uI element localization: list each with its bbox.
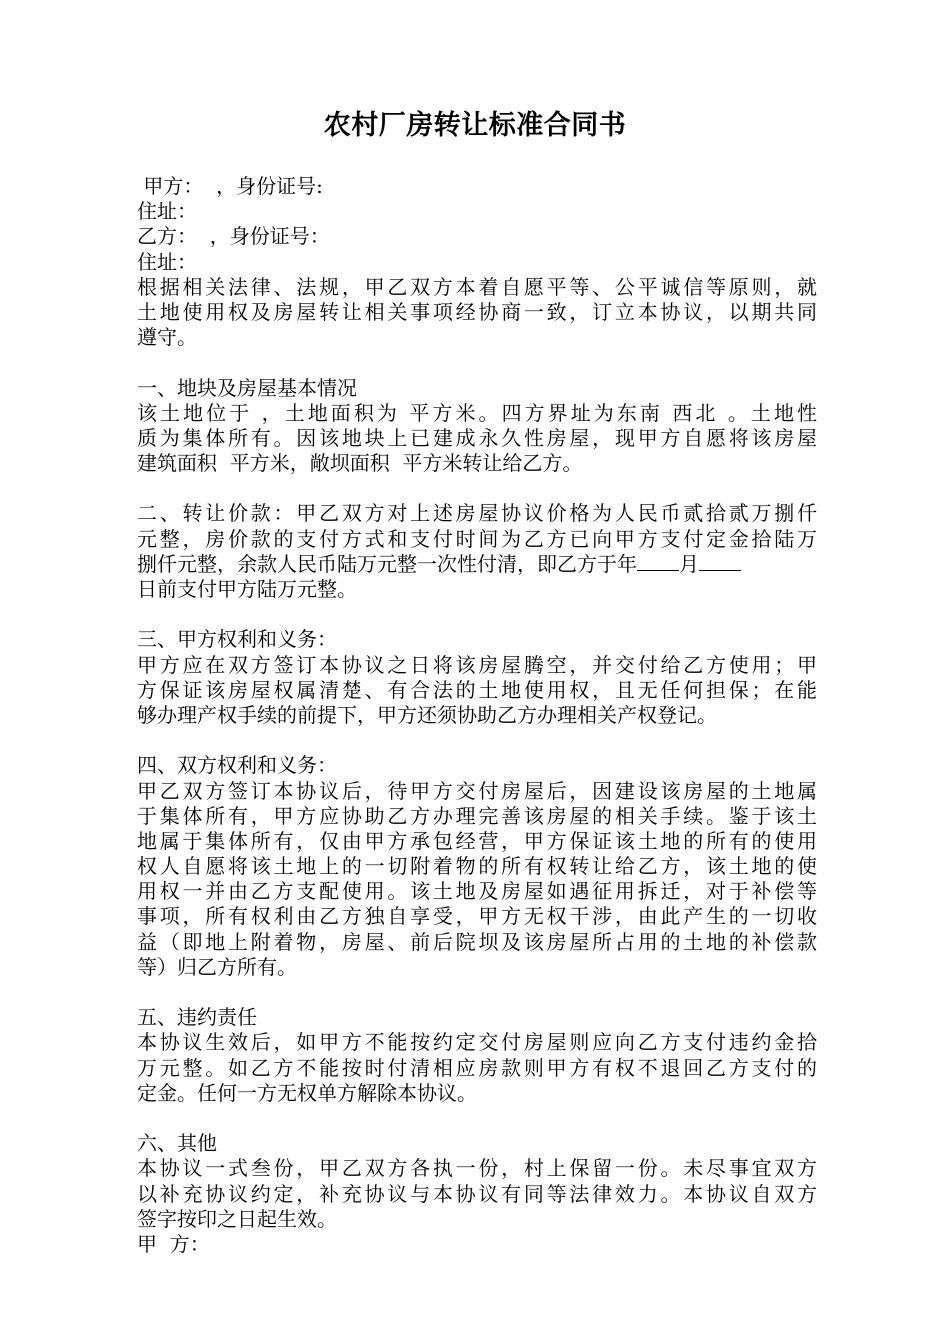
spacer xyxy=(137,1106,817,1131)
section-line: 甲乙双方签订本协议后，待甲方交付房屋后，因建设该房屋的土地属 xyxy=(137,778,817,803)
section-line: 于集体所有，甲方应协助乙方办理完善该房屋的相关手续。鉴于该土 xyxy=(137,803,817,828)
section-line: 本协议一式叁份，甲乙双方各执一份，村上保留一份。未尽事宜双方 xyxy=(137,1156,817,1181)
payment-date-line xyxy=(137,552,817,577)
spacer xyxy=(137,602,817,627)
party-b-address: 住址： xyxy=(137,249,197,274)
section-heading: 五、违约责任 xyxy=(137,1005,257,1030)
section-line: 益（即地上附着物，房屋、前后院坝及该房屋所占用的土地的补偿款 xyxy=(137,929,817,954)
party-b-line: 乙方： ，身份证号： xyxy=(137,224,330,249)
blank-month-field xyxy=(637,552,679,571)
section-line: 签字按印之日起生效。 xyxy=(137,1206,337,1231)
section-line: 元整，房价款的支付方式和支付时间为乙方已向甲方支付定金拾陆万 xyxy=(137,526,817,551)
section-line: 方保证该房屋权属清楚、有合法的土地使用权，且无任何担保；在能 xyxy=(137,677,817,702)
section-line: 本协议生效后，如甲方不能按约定交付房屋则应向乙方支付违约金拾 xyxy=(137,1030,817,1055)
section-line: 地属于集体所有，仅由甲方承包经营，甲方保证该土地的所有的使用 xyxy=(137,828,817,853)
section-line: 建筑面积 平方米，敞坝面积 平方米转让给乙方。 xyxy=(137,451,583,476)
intro-line: 土地使用权及房屋转让相关事项经协商一致，订立本协议，以期共同 xyxy=(137,299,817,324)
document-title: 农村厂房转让标准合同书 xyxy=(323,110,627,141)
section-line: 质为集体所有。因该地块上已建成永久性房屋，现甲方自愿将该房屋 xyxy=(137,425,817,450)
section-heading: 三、甲方权利和义务： xyxy=(137,627,337,652)
section-line: 权人自愿将该土地上的一切附着物的所有权转让给乙方，该土地的使 xyxy=(137,854,817,879)
section-line: 够办理产权手续的前提下，甲方还须协助乙方办理相关产权登记。 xyxy=(137,702,717,727)
spacer xyxy=(137,476,817,501)
intro-line: 遵守。 xyxy=(137,325,197,350)
section-line: 用权一并由乙方支配使用。该土地及房屋如遇征用拆迁，对于补偿等 xyxy=(137,879,817,904)
signature-party-a: 甲 方： xyxy=(137,1231,210,1256)
blank-day-field xyxy=(699,552,741,571)
party-a-address: 住址： xyxy=(137,199,197,224)
section-line: 万元整。如乙方不能按时付清相应房款则甲方有权不退回乙方支付的 xyxy=(137,1055,817,1080)
section-line: 日前支付甲方陆万元整。 xyxy=(137,577,357,601)
document-body xyxy=(137,174,817,1257)
spacer xyxy=(137,980,817,1005)
section-line: 以补充协议约定，补充协议与本协议有同等法律效力。本协议自双方 xyxy=(137,1181,817,1206)
party-a-line: 甲方： ，身份证号: xyxy=(137,174,323,198)
section-line: 定金。任何一方无权单方解除本协议。 xyxy=(137,1080,477,1105)
section-heading: 一、地块及房屋基本情况 xyxy=(137,375,357,400)
month-label: 月 xyxy=(679,551,699,576)
spacer xyxy=(137,728,817,753)
section-heading: 六、其他 xyxy=(137,1131,217,1156)
section-heading: 二、转让价款：甲乙双方对上述房屋协议价格为人民币贰拾贰万捌仟 xyxy=(137,501,817,526)
section-line: 事项，所有权利由乙方独自享受，甲方无权干涉，由此产生的一切收 xyxy=(137,904,817,929)
section-line: 甲方应在双方签订本协议之日将该房屋腾空，并交付给乙方使用；甲 xyxy=(137,652,817,677)
section-line: 该土地位于 ，土地面积为 平方米。四方界址为东南 西北 。土地性 xyxy=(137,400,817,425)
section-line: 等）归乙方所有。 xyxy=(137,954,297,979)
section-heading: 四、双方权利和义务： xyxy=(137,753,337,778)
spacer xyxy=(137,350,817,375)
section-line-text: 捌仟元整，余款人民币陆万元整一次性付清，即乙方于年 xyxy=(137,551,637,576)
intro-line: 根据相关法律、法规，甲乙双方本着自愿平等、公平诚信等原则，就 xyxy=(137,274,817,299)
